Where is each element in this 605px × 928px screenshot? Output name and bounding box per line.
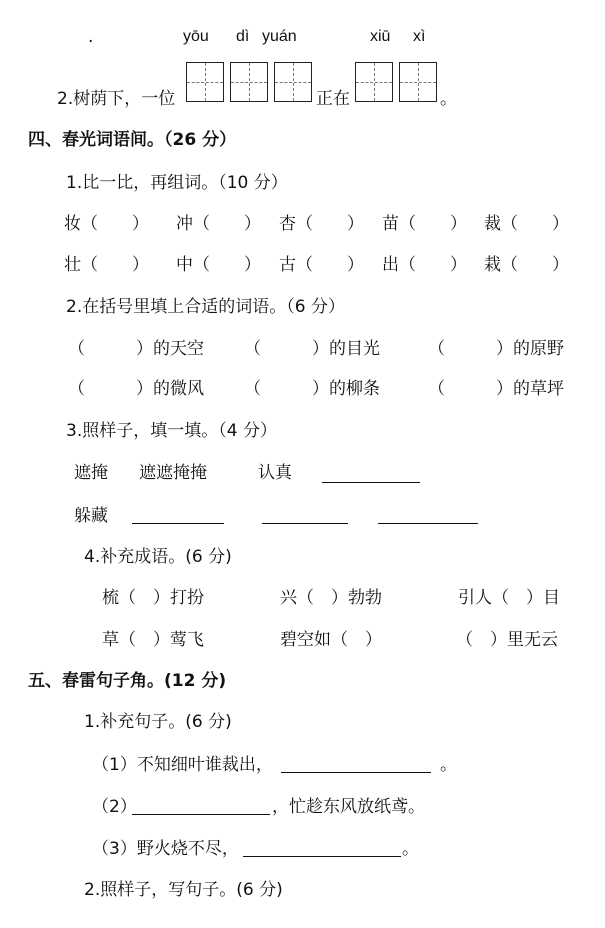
pinyin-xi: xì	[413, 28, 426, 45]
example-word: 认真	[258, 463, 292, 483]
example-word: 遮遮掩掩	[139, 463, 207, 483]
answer-line[interactable]	[378, 523, 478, 524]
grid-question-prefix: 2.树荫下，一位	[57, 89, 176, 109]
compare-cell: 妆（ ）	[64, 214, 149, 234]
compare-cell: 中（ ）	[176, 255, 261, 275]
fill-phrase: （ ）的微风	[68, 379, 204, 399]
compare-cell: 冲（ ）	[176, 214, 261, 234]
tian-grid-4[interactable]	[355, 62, 393, 102]
q4-2-title: 2.在括号里填上合适的词语。（6 分）	[66, 297, 345, 317]
q4-4-title: 4.补充成语。(6 分)	[84, 547, 232, 567]
idiom: （ ）里无云	[456, 630, 558, 650]
answer-line[interactable]	[281, 772, 431, 773]
q4-3-title: 3.照样子，填一填。（4 分）	[66, 421, 277, 441]
compare-cell: 古（ ）	[279, 255, 364, 275]
idiom: 草（ ）莺飞	[102, 630, 204, 650]
idiom: 碧空如（ ）	[280, 630, 382, 650]
compare-cell: 杏（ ）	[279, 214, 364, 234]
tian-grid-1[interactable]	[186, 62, 224, 102]
sentence-3-end: 。	[402, 839, 419, 859]
idiom: 梳（ ）打扮	[102, 588, 204, 608]
fill-phrase: （ ）的柳条	[244, 379, 380, 399]
answer-line[interactable]	[322, 482, 420, 483]
example-word: 遮掩	[74, 463, 108, 483]
example-word: 躲藏	[74, 506, 108, 526]
compare-cell: 裁（ ）	[484, 214, 569, 234]
sentence-2-prefix: （2）	[92, 797, 137, 817]
compare-cell: 栽（ ）	[484, 255, 569, 275]
fill-phrase: （ ）的原野	[428, 339, 564, 359]
sentence-2-end: ，忙趁东风放纸鸢。	[272, 797, 425, 817]
compare-cell: 壮（ ）	[64, 255, 149, 275]
fill-phrase: （ ）的目光	[244, 339, 380, 359]
q5-1-title: 1.补充句子。(6 分)	[84, 712, 232, 732]
answer-line[interactable]	[243, 856, 401, 857]
answer-line[interactable]	[132, 523, 224, 524]
idiom: 引人（ ）目	[458, 588, 560, 608]
answer-line[interactable]	[262, 523, 348, 524]
q5-2-title: 2.照样子，写句子。(6 分)	[84, 880, 283, 900]
section-4-title: 四、春光词语间。（26 分）	[28, 130, 237, 150]
q4-1-title: 1.比一比，再组词。（10 分）	[66, 173, 288, 193]
dot-mark: .	[88, 27, 94, 47]
pinyin-xiu: xiū	[370, 28, 391, 45]
tian-grid-3[interactable]	[274, 62, 312, 102]
fill-phrase: （ ）的草坪	[428, 379, 564, 399]
sentence-3-prefix: （3）野火烧不尽，	[92, 839, 239, 859]
sentence-1-prefix: （1）不知细叶谁裁出，	[92, 755, 273, 775]
answer-line[interactable]	[132, 814, 270, 815]
compare-cell: 出（ ）	[382, 255, 467, 275]
grid-question-middle: 正在	[316, 89, 350, 109]
sentence-1-end: 。	[440, 755, 457, 775]
pinyin-you: yōu	[183, 28, 209, 45]
tian-grid-5[interactable]	[399, 62, 437, 102]
pinyin-di: dì	[236, 28, 250, 45]
idiom: 兴（ ）勃勃	[280, 588, 382, 608]
section-5-title: 五、春雷句子角。(12 分)	[28, 671, 227, 691]
fill-phrase: （ ）的天空	[68, 339, 204, 359]
tian-grid-2[interactable]	[230, 62, 268, 102]
pinyin-yuan: yuán	[262, 28, 297, 45]
compare-cell: 苗（ ）	[382, 214, 467, 234]
grid-question-end: 。	[440, 89, 457, 109]
